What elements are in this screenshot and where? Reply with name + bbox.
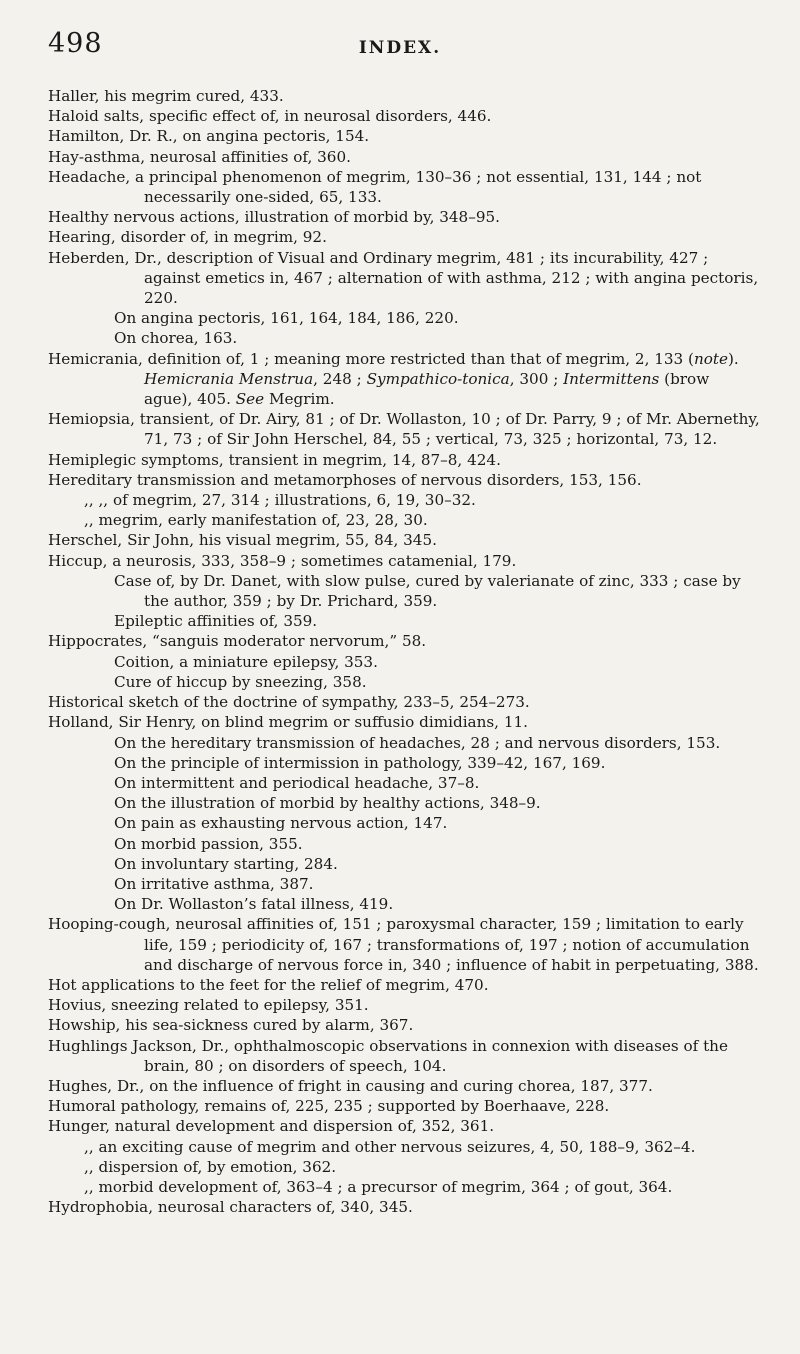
index-entry: Healthy nervous actions, illustration of morbid by, 348–95.	[48, 208, 500, 227]
index-entry: Hereditary transmission and metamorphoses of nervous disorders, 153, 156.	[48, 470, 642, 489]
index-entry: Hydrophobia, neurosal characters of, 340, 345.	[48, 1198, 413, 1217]
index-entry: Headache, a principal phenomenon of megrim, 130–36 ; not essential, 131, 144 ; not necessarily one-sided, 65, 133.	[48, 167, 702, 207]
index-entry: Hunger, natural development and dispersion of, 352, 361.	[48, 1117, 495, 1136]
index-entry: Hughlings Jackson, Dr., ophthalmoscopic observations in connexion with diseases of the brain, 80 ; on disorders of speech, 104.	[48, 1036, 728, 1075]
index-entry: Hooping-cough, neurosal affinities of, 151 ; paroxysmal character, 159 ; limitation to early life, 159 ; periodicity of, 167 ; transformations of, 197 ; notion of accumulation and discharge of nervous force in, 340 ; influence of habit in perpetuating, 388.	[48, 915, 759, 974]
index-subentry: Coition, a miniature epilepsy, 353.	[114, 652, 378, 671]
index-subentry: Epileptic affinities of, 359.	[114, 612, 318, 631]
index-entry: Hay-asthma, neurosal affinities of, 360.	[48, 147, 351, 166]
index-entry: Hiccup, a neurosis, 333, 358–9 ; sometimes catamenial, 179.	[48, 551, 517, 570]
index-subentry: On irritative asthma, 387.	[114, 874, 314, 893]
index-subentry: ,, an exciting cause of megrim and other nervous seizures, 4, 50, 188–9, 362–4.	[84, 1137, 696, 1156]
index-entry: Hughes, Dr., on the influence of fright in causing and curing chorea, 187, 377.	[48, 1076, 653, 1095]
index-subentry: On angina pectoris, 161, 164, 184, 186, 220.	[114, 309, 459, 328]
index-entry: Heberden, Dr., description of Visual and Ordinary megrim, 481 ; its incurability, 427 ; against emetics in, 467 ; alternation of with asthma, 212 ; with angina pectoris, 220.	[48, 248, 759, 308]
running-head: INDEX.	[358, 38, 442, 58]
index-subentry: ,, ,, of megrim, 27, 314 ; illustrations, 6, 19, 30–32.	[84, 491, 476, 510]
index-subentry: On involuntary starting, 284.	[114, 854, 338, 873]
index-subentry: On the principle of intermission in pathology, 339–42, 167, 169.	[114, 753, 606, 772]
index-subentry: On Dr. Wollaston’s fatal illness, 419.	[114, 895, 394, 914]
index-entry: Hippocrates, “sanguis moderator nervorum,” 58.	[48, 632, 427, 651]
index-entry: Hemiplegic symptoms, transient in megrim, 14, 87–8, 424.	[48, 450, 501, 469]
index-entry: Historical sketch of the doctrine of sympathy, 233–5, 254–273.	[48, 693, 530, 712]
index-subentry: Case of, by Dr. Danet, with slow pulse, cured by valerianate of zinc, 333 ; case by the author, 359 ; by Dr. Prichard, 359.	[114, 571, 741, 611]
index-entry: Hamilton, Dr. R., on angina pectoris, 154.	[48, 127, 370, 146]
index-entries	[48, 86, 760, 1217]
index-entry: Hearing, disorder of, in megrim, 92.	[48, 228, 327, 247]
index-subentry: ,, dispersion of, by emotion, 362.	[84, 1157, 337, 1176]
index-entry: Holland, Sir Henry, on blind megrim or suffusio dimidians, 11.	[48, 713, 528, 732]
index-entry: Hovius, sneezing related to epilepsy, 351.	[48, 996, 369, 1015]
index-subentry: On morbid passion, 355.	[114, 834, 303, 853]
index-entry: Haloid salts, specific effect of, in neurosal disorders, 446.	[48, 107, 492, 126]
index-subentry: ,, megrim, early manifestation of, 23, 28, 30.	[84, 511, 428, 530]
index-entry: Howship, his sea-sickness cured by alarm, 367.	[48, 1016, 414, 1035]
index-subentry: On intermittent and periodical headache, 37–8.	[114, 773, 480, 792]
index-subentry: On pain as exhausting nervous action, 147.	[114, 814, 448, 833]
index-entry: Hot applications to the feet for the relief of megrim, 470.	[48, 975, 489, 994]
index-entry: Hemicrania, definition of, 1 ; meaning more restricted than that of megrim, 2, 133 (note). Hemicrania Menstrua, 248 ; Sympathico-tonica, 300 ; Intermittens (brow ague), 405. See Megrim.	[48, 349, 739, 409]
index-entry: Haller, his megrim cured, 433.	[48, 87, 284, 105]
index-subentry: ,, morbid development of, 363–4 ; a precursor of megrim, 364 ; of gout, 364.	[84, 1177, 673, 1196]
page-header	[48, 28, 752, 68]
index-entry: Herschel, Sir John, his visual megrim, 55, 84, 345.	[48, 531, 437, 550]
index-entry: Humoral pathology, remains of, 225, 235 ; supported by Boerhaave, 228.	[48, 1097, 610, 1116]
index-subentry: On chorea, 163.	[114, 329, 238, 348]
index-subentry: Cure of hiccup by sneezing, 358.	[114, 672, 367, 691]
index-subentry: On the illustration of morbid by healthy actions, 348–9.	[114, 794, 541, 813]
index-subentry: On the hereditary transmission of headaches, 28 ; and nervous disorders, 153.	[114, 733, 721, 752]
page-number: 498	[48, 28, 103, 59]
index-entry: Hemiopsia, transient, of Dr. Airy, 81 ; of Dr. Wollaston, 10 ; of Dr. Parry, 9 ; of Mr. Abernethy, 71, 73 ; of Sir John Herschel, 84, 55 ; vertical, 73, 325 ; horizontal, 73, 12.	[48, 410, 760, 449]
